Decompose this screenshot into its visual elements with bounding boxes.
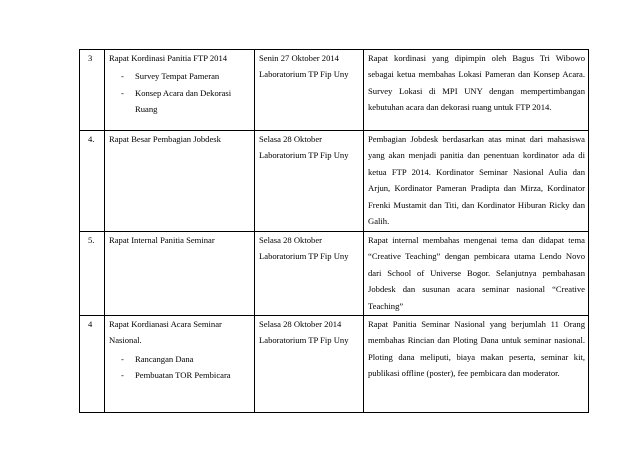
list-item: - Pembuatan TOR Pembicara [109, 367, 251, 383]
table-row [80, 131, 589, 232]
row-number: 4. [80, 131, 105, 232]
activity-title: Rapat Internal Panitia Seminar [109, 235, 215, 245]
row-number: 5. [80, 232, 105, 316]
table-row [80, 316, 589, 413]
meeting-date: Selasa 28 Oktober [259, 134, 323, 144]
time-place-cell [255, 316, 364, 413]
activity-cell [105, 316, 255, 413]
meeting-date: Selasa 28 Oktober [259, 235, 323, 245]
result-text: Rapat Panitia Seminar Nasional yang berjumlah 11 Orang membahas Rincian dan Ploting Dana untuk seminar nasional. Ploting dana meliputi, biaya makan peserta, seminar kit, publikasi offline (poster), fee pembicara dan moderator. [364, 316, 589, 413]
table-row [80, 50, 589, 131]
time-place-cell [255, 131, 364, 232]
result-text: Pembagian Jobdesk berdasarkan atas minat dari mahasiswa yang akan menjadi panitia dan penentuan kordinator ada di ketua FTP 2014. Kordinator Seminar Nasional Aulia dan Arjun, Kordinator Pameran Pradipta dan Mirza, Kordinator Frenki Mustamit dan Titi, dan Kordinator Hiburan Ricky dan Galih. [364, 131, 589, 232]
activity-title: Rapat Kordinasi Panitia FTP 2014 [109, 53, 228, 63]
time-place-cell [255, 50, 364, 131]
meeting-place: Laboratorium TP Fip Uny [259, 150, 349, 161]
time-place-cell [255, 232, 364, 316]
row-number: 3 [80, 50, 105, 131]
activity-cell [105, 50, 255, 131]
table-row [80, 232, 589, 316]
activity-cell [105, 232, 255, 316]
activity-title: Rapat Besar Pembagian Jobdesk [109, 134, 221, 144]
meeting-date: Senin 27 Oktober 2014 [259, 53, 339, 63]
result-text: Rapat kordinasi yang dipimpin oleh Bagus Tri Wibowo sebagai ketua membahas Lokasi Pameran dan Konsep Acara. Survey Lokasi di MPI UNY dengan mempertimbangan kebutuhan acara dan dekorasi ruang untuk FTP 2014. [364, 50, 589, 131]
meeting-place: Laboratorium TP Fip Uny [259, 335, 349, 346]
meeting-place: Laboratorium TP Fip Uny [259, 69, 349, 80]
list-item: - Rancangan Dana [109, 351, 251, 367]
meeting-report-table [79, 49, 589, 413]
row-number: 4 [80, 316, 105, 413]
list-item: - Konsep Acara dan Dekorasi Ruang [109, 85, 251, 118]
meeting-place: Laboratorium TP Fip Uny [259, 251, 349, 262]
activity-sublist [109, 68, 251, 117]
meeting-date: Selasa 28 Oktober 2014 [259, 319, 342, 330]
activity-sublist [109, 351, 251, 384]
result-text: Rapat internal membahas mengenai tema dan didapat tema “Creative Teaching” dengan pembicara utama Lendo Novo dari School of Universe Bogor. Selanjutnya pembahasan Jobdesk dan susunan acara seminar nasional “Creative Teaching” [364, 232, 589, 316]
activity-cell [105, 131, 255, 232]
list-item: - Survey Tempat Pameran [109, 68, 251, 84]
activity-title: Rapat Kordianasi Acara Seminar Nasional. [109, 319, 222, 346]
